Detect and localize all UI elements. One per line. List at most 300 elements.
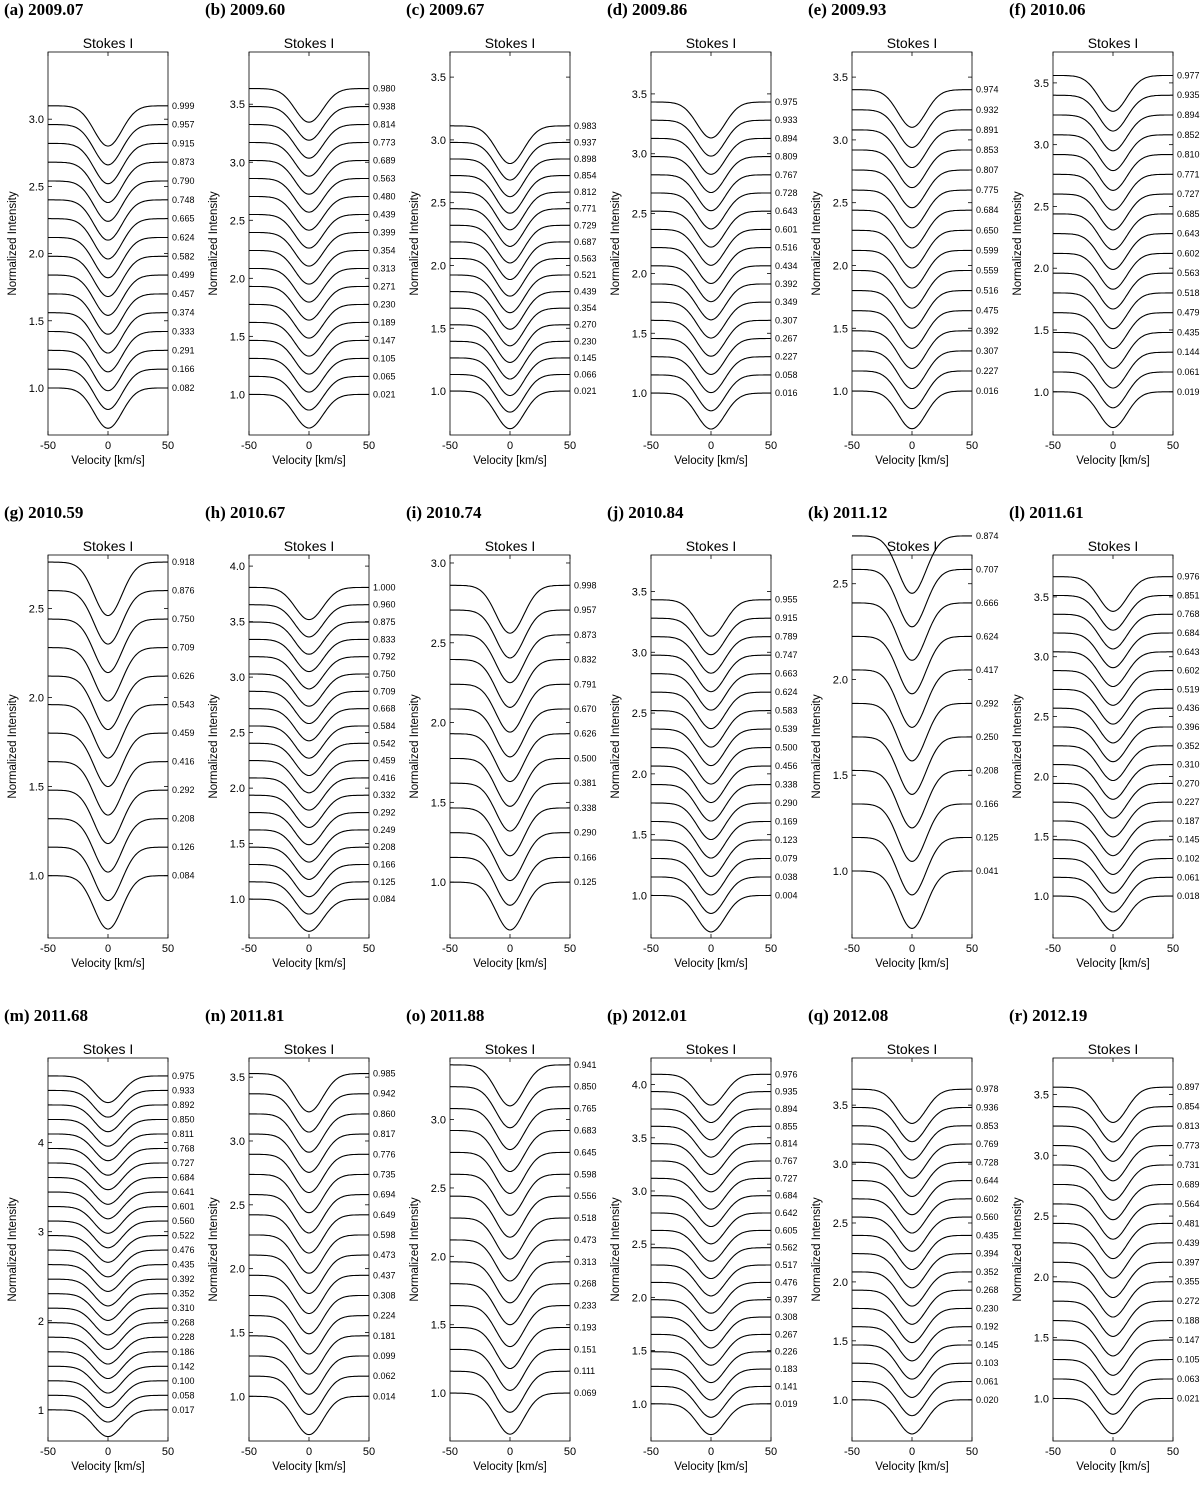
phase-label: 0.338 [775, 779, 798, 790]
phase-label: 0.224 [373, 1310, 396, 1321]
profile-line [852, 90, 972, 128]
profile-line [450, 1393, 570, 1434]
profile-line [48, 876, 168, 929]
profile-line [48, 162, 168, 202]
y-tick-label: 3.5 [832, 72, 848, 85]
profile-line [450, 1065, 570, 1106]
phase-label: 0.016 [775, 388, 798, 399]
profile-line [249, 1255, 369, 1293]
phase-label: 0.915 [775, 613, 798, 624]
x-tick-label: -50 [241, 943, 257, 955]
profile-line [450, 1240, 570, 1281]
phase-label: 0.082 [172, 382, 195, 393]
x-tick-label: 0 [707, 440, 715, 452]
profile-line [48, 1279, 168, 1306]
profile-line [48, 591, 168, 645]
profile-line [1053, 273, 1173, 309]
phase-label: 0.999 [172, 100, 195, 111]
phase-label: 0.560 [172, 1216, 195, 1227]
phase-label: 0.459 [172, 728, 195, 739]
profile-line [852, 804, 972, 861]
phase-label: 0.066 [574, 369, 597, 380]
y-tick-label: 3.0 [430, 134, 446, 147]
y-tick-label: 3.0 [28, 114, 44, 127]
y-tick-label: 3.0 [1033, 139, 1049, 152]
phase-label: 0.602 [1177, 665, 1200, 676]
x-tick-label: 0 [908, 440, 916, 452]
phase-label: 0.980 [373, 83, 396, 94]
y-axis-label: Normalized Intensity [208, 694, 220, 799]
profile-line [450, 635, 570, 683]
phase-label: 0.955 [775, 594, 798, 605]
y-tick-label: 2.5 [229, 215, 245, 228]
profile-line [1053, 1087, 1173, 1122]
profile-line [852, 1162, 972, 1196]
y-tick-label: 2.5 [229, 1199, 245, 1212]
phase-label: 0.765 [574, 1103, 597, 1114]
y-tick-label: 2.0 [229, 783, 245, 796]
phase-label: 0.649 [373, 1209, 396, 1220]
profile-line [450, 308, 570, 346]
profile-line [48, 294, 168, 334]
phase-label: 0.230 [574, 336, 597, 347]
phase-label: 0.894 [1177, 110, 1200, 121]
phase-label: 0.333 [172, 326, 195, 337]
x-tick-label: 50 [1166, 1446, 1180, 1458]
phase-label: 0.851 [1177, 590, 1200, 601]
profile-line [249, 269, 369, 303]
profile-line [249, 1074, 369, 1112]
phase-label: 0.985 [373, 1068, 396, 1079]
phase-label: 0.731 [1177, 1159, 1200, 1170]
phase-label: 0.397 [1177, 1257, 1200, 1268]
x-tick-label: -50 [40, 440, 56, 452]
profile-line [249, 251, 369, 285]
plot-svg [804, 503, 1004, 993]
x-tick-label: 50 [1166, 943, 1180, 955]
phase-label: 0.250 [976, 731, 999, 742]
y-tick-label: 1.0 [1033, 386, 1049, 399]
phase-label: 0.684 [1177, 628, 1200, 639]
phase-label: 0.268 [574, 1278, 597, 1289]
profile-line [450, 375, 570, 413]
y-axis-label: Normalized Intensity [208, 191, 220, 296]
phase-label: 0.810 [1177, 149, 1200, 160]
phase-label: 0.727 [1177, 189, 1200, 200]
phase-label: 0.228 [172, 1332, 195, 1343]
profile-line [1053, 1185, 1173, 1220]
phase-label: 0.898 [574, 153, 597, 164]
profile-line [48, 1294, 168, 1321]
profile-line [1053, 95, 1173, 131]
profile-line [852, 1108, 972, 1142]
profile-line [651, 1300, 771, 1331]
phase-label: 0.272 [1177, 1296, 1200, 1307]
profile-line [852, 1089, 972, 1123]
y-tick-label: 3.5 [229, 616, 245, 629]
profile-line [651, 1334, 771, 1365]
phase-label: 0.292 [172, 785, 195, 796]
profile-line [1053, 313, 1173, 349]
phase-label: 0.147 [373, 335, 396, 346]
phase-label: 0.729 [574, 220, 597, 231]
x-axis-label: Velocity [km/s] [875, 1461, 949, 1473]
plot-title: Stokes I [685, 538, 737, 554]
phase-label: 0.602 [976, 1193, 999, 1204]
y-tick-label: 3.0 [631, 1185, 647, 1198]
profile-line [249, 605, 369, 637]
y-tick-label: 3.0 [832, 1159, 848, 1172]
phase-label: 0.728 [976, 1157, 999, 1168]
x-tick-label: -50 [442, 440, 458, 452]
x-axis-label: Velocity [km/s] [674, 455, 748, 467]
y-tick-label: 3.5 [430, 72, 446, 85]
y-tick-label: 2.5 [832, 197, 848, 210]
phase-label: 0.481 [1177, 1218, 1200, 1229]
x-tick-label: 50 [764, 1446, 778, 1458]
profile-line [852, 1308, 972, 1342]
phase-label: 0.933 [775, 115, 798, 126]
profile-line [1053, 708, 1173, 743]
x-tick-label: -50 [40, 943, 56, 955]
phase-label: 0.983 [574, 120, 597, 131]
plot-title: Stokes I [886, 538, 938, 554]
profile-line [249, 674, 369, 706]
phase-label: 0.021 [1177, 1393, 1200, 1404]
y-tick-label: 3.5 [1033, 77, 1049, 90]
phase-label: 0.308 [775, 1312, 798, 1323]
phase-label: 0.270 [1177, 778, 1200, 789]
chart-panel [1005, 1006, 1200, 1496]
phase-label: 0.642 [775, 1208, 798, 1219]
phase-label: 0.500 [574, 753, 597, 764]
x-tick-label: 0 [104, 943, 112, 955]
y-axis-label: Normalized Intensity [7, 1197, 19, 1302]
phase-label: 0.791 [574, 679, 597, 690]
y-axis-label: Normalized Intensity [409, 191, 421, 296]
phase-label: 0.313 [574, 1256, 597, 1267]
panel-label: (p) 2012.01 [607, 1006, 688, 1025]
profile-line [450, 1131, 570, 1172]
plot-svg [402, 503, 602, 993]
phase-label: 0.687 [574, 236, 597, 247]
y-tick-label: 2.5 [28, 181, 44, 194]
phase-label: 0.853 [976, 1120, 999, 1131]
plot-svg [1005, 1006, 1200, 1496]
phase-label: 0.166 [172, 364, 195, 375]
phase-label: 0.352 [172, 1288, 195, 1299]
y-tick-label: 1.0 [28, 382, 44, 395]
profile-line [48, 1076, 168, 1103]
phase-label: 0.666 [976, 597, 999, 608]
y-tick-label: 3 [37, 1226, 44, 1239]
panel-label: (g) 2010.59 [4, 503, 84, 522]
y-tick-label: 2.0 [28, 692, 44, 705]
y-tick-label: 2.5 [430, 197, 446, 210]
plot-svg [0, 1006, 200, 1496]
profile-line [1053, 214, 1173, 250]
profile-line [48, 388, 168, 428]
phase-label: 0.812 [574, 187, 597, 198]
x-axis-label: Velocity [km/s] [875, 455, 949, 467]
axes-frame [249, 1058, 369, 1441]
panel-label: (r) 2012.19 [1009, 1006, 1088, 1025]
phase-label: 0.125 [976, 832, 999, 843]
y-tick-label: 1.0 [430, 1388, 446, 1401]
phase-label: 0.227 [976, 365, 999, 376]
phase-label: 0.102 [1177, 853, 1200, 864]
x-tick-label: 0 [104, 1446, 112, 1458]
phase-label: 0.543 [172, 699, 195, 710]
profile-line [450, 159, 570, 197]
plot-title: Stokes I [1087, 35, 1139, 51]
phase-label: 0.397 [775, 1294, 798, 1305]
phase-label: 0.310 [1177, 759, 1200, 770]
profile-line [48, 790, 168, 844]
phase-label: 0.268 [976, 1285, 999, 1296]
phase-label: 0.416 [172, 756, 195, 767]
profile-line [48, 1149, 168, 1176]
x-axis-label: Velocity [km/s] [71, 1461, 145, 1473]
plot-svg [201, 503, 401, 993]
phase-label: 0.641 [172, 1187, 195, 1198]
profile-line [1053, 392, 1173, 428]
phase-label: 0.978 [976, 1084, 999, 1095]
profile-line [852, 703, 972, 761]
x-tick-label: 0 [305, 1446, 313, 1458]
phase-label: 0.352 [1177, 740, 1200, 751]
phase-label: 0.069 [574, 1388, 597, 1399]
y-tick-label: 4 [37, 1137, 44, 1150]
profile-line [852, 1327, 972, 1361]
axes-frame [651, 1058, 771, 1441]
profile-line [48, 1410, 168, 1437]
phase-label: 0.125 [574, 877, 597, 888]
x-tick-label: 50 [563, 1446, 577, 1458]
chart-panel [0, 1006, 200, 1496]
phase-label: 0.643 [1177, 646, 1200, 657]
phase-label: 0.183 [775, 1364, 798, 1375]
profile-line [852, 1345, 972, 1379]
panel-label: (e) 2009.93 [808, 0, 887, 19]
plot-svg [804, 0, 1004, 490]
profile-line [450, 684, 570, 732]
x-tick-label: -50 [844, 1446, 860, 1458]
profile-line [48, 313, 168, 353]
profile-line [651, 1317, 771, 1348]
plot-svg [603, 1006, 803, 1496]
x-tick-label: 0 [1109, 1446, 1117, 1458]
profile-line [1053, 727, 1173, 762]
profile-line [1053, 1146, 1173, 1181]
profile-line [852, 1254, 972, 1288]
profile-line [48, 1337, 168, 1364]
phase-label: 0.665 [172, 213, 195, 224]
profile-line [651, 1352, 771, 1383]
profile-line [48, 819, 168, 872]
profile-line [1053, 1379, 1173, 1414]
x-tick-label: 50 [764, 440, 778, 452]
profile-line [48, 106, 168, 146]
phase-label: 0.435 [172, 1259, 195, 1270]
y-tick-label: 1.5 [229, 331, 245, 344]
profile-line [249, 1134, 369, 1172]
y-tick-label: 1.5 [832, 770, 848, 783]
profile-line [852, 230, 972, 268]
phase-label: 0.709 [373, 686, 396, 697]
x-axis-label: Velocity [km/s] [473, 1461, 547, 1473]
phase-label: 0.936 [976, 1102, 999, 1113]
x-tick-label: -50 [241, 440, 257, 452]
y-axis-label: Normalized Intensity [1012, 694, 1024, 799]
chart-panel [402, 1006, 602, 1496]
y-tick-label: 2.0 [1033, 1271, 1049, 1284]
profile-line [1053, 859, 1173, 894]
phase-label: 0.233 [574, 1300, 597, 1311]
phase-label: 0.601 [775, 224, 798, 235]
profile-line [651, 1386, 771, 1417]
phase-label: 0.267 [775, 1329, 798, 1340]
profile-line [450, 258, 570, 296]
profile-line [249, 691, 369, 723]
profile-line [852, 1272, 972, 1306]
phase-label: 0.099 [373, 1350, 396, 1361]
phase-label: 0.599 [976, 245, 999, 256]
profile-line [249, 1296, 369, 1334]
profile-line [249, 215, 369, 249]
x-tick-label: -50 [643, 440, 659, 452]
phase-label: 0.854 [574, 170, 597, 181]
y-axis-label: Normalized Intensity [7, 694, 19, 799]
profile-line [48, 1192, 168, 1219]
profile-line [651, 1196, 771, 1227]
profile-line [249, 830, 369, 862]
phase-label: 0.436 [1177, 703, 1200, 714]
y-tick-label: 1.5 [631, 328, 647, 341]
profile-line [48, 1221, 168, 1248]
phase-label: 0.582 [172, 251, 195, 262]
y-tick-label: 1.0 [832, 865, 848, 878]
phase-label: 0.381 [574, 778, 597, 789]
profile-line [852, 110, 972, 148]
profile-line [249, 322, 369, 356]
profile-line [249, 107, 369, 141]
y-tick-label: 1.5 [631, 829, 647, 842]
profile-line [651, 1282, 771, 1313]
phase-label: 0.644 [976, 1175, 999, 1186]
phase-label: 0.457 [172, 288, 195, 299]
phase-label: 0.932 [976, 104, 999, 115]
profile-line [249, 587, 369, 619]
phase-label: 0.773 [373, 137, 396, 148]
profile-line [651, 1404, 771, 1435]
phase-label: 0.145 [976, 1339, 999, 1350]
chart-panel [603, 1006, 803, 1496]
profile-line [1053, 1204, 1173, 1239]
y-tick-label: 2.0 [832, 260, 848, 273]
phase-label: 0.392 [172, 1274, 195, 1285]
phase-label: 0.061 [1177, 366, 1200, 377]
panel-label: (j) 2010.84 [607, 503, 684, 522]
profile-line [651, 1074, 771, 1105]
phase-label: 0.291 [172, 345, 195, 356]
phase-label: 0.268 [172, 1317, 195, 1328]
profile-line [450, 1284, 570, 1325]
phase-label: 0.189 [373, 317, 396, 328]
phase-label: 0.188 [1177, 1315, 1200, 1326]
phase-label: 0.750 [172, 614, 195, 625]
y-tick-label: 3.0 [1033, 651, 1049, 664]
chart-panel [201, 0, 401, 490]
y-tick-label: 1.5 [631, 1345, 647, 1358]
phase-label: 0.814 [373, 119, 396, 130]
profile-line [852, 838, 972, 895]
phase-label: 0.019 [1177, 386, 1200, 397]
phase-label: 0.058 [775, 369, 798, 380]
phase-label: 0.771 [574, 203, 597, 214]
profile-line [249, 865, 369, 897]
y-tick-label: 1.0 [631, 1398, 647, 1411]
y-axis-label: Normalized Intensity [811, 694, 823, 799]
phase-label: 0.208 [172, 813, 195, 824]
profile-line [249, 778, 369, 810]
phase-label: 0.439 [574, 286, 597, 297]
x-axis-label: Velocity [km/s] [1076, 1461, 1150, 1473]
y-tick-label: 1.0 [832, 1394, 848, 1407]
profile-line [249, 899, 369, 931]
phase-label: 0.832 [574, 654, 597, 665]
phase-label: 0.021 [373, 389, 396, 400]
profile-line [249, 743, 369, 775]
y-tick-label: 2.0 [631, 1292, 647, 1305]
phase-label: 0.399 [373, 227, 396, 238]
y-tick-label: 2.5 [229, 727, 245, 740]
plot-svg [402, 0, 602, 490]
phase-label: 0.560 [976, 1212, 999, 1223]
phase-label: 0.645 [574, 1147, 597, 1158]
chart-panel [0, 503, 200, 993]
panel-label: (o) 2011.88 [406, 1006, 485, 1025]
y-tick-label: 2.0 [832, 674, 848, 687]
profile-line [852, 871, 972, 928]
profile-line [1053, 765, 1173, 800]
phase-label: 0.181 [373, 1330, 396, 1341]
phase-label: 0.853 [976, 144, 999, 155]
profile-line [852, 670, 972, 728]
profile-line [1053, 633, 1173, 668]
axes-frame [852, 1058, 972, 1441]
phase-label: 0.643 [1177, 228, 1200, 239]
phase-label: 0.374 [172, 307, 195, 318]
profile-line [48, 200, 168, 240]
phase-label: 0.310 [172, 1303, 195, 1314]
chart-panel [402, 503, 602, 993]
phase-label: 0.975 [172, 1070, 195, 1081]
profile-line [249, 358, 369, 392]
phase-label: 1.000 [373, 582, 396, 593]
phase-label: 0.670 [574, 703, 597, 714]
axes-frame [450, 52, 570, 435]
profile-line [1053, 333, 1173, 369]
profile-line [450, 142, 570, 180]
phase-label: 0.105 [373, 353, 396, 364]
phase-label: 0.019 [775, 1398, 798, 1409]
profile-line [450, 759, 570, 807]
profile-line [450, 209, 570, 247]
profile-line [1053, 746, 1173, 781]
axes-frame [852, 52, 972, 435]
profile-line [48, 1265, 168, 1292]
